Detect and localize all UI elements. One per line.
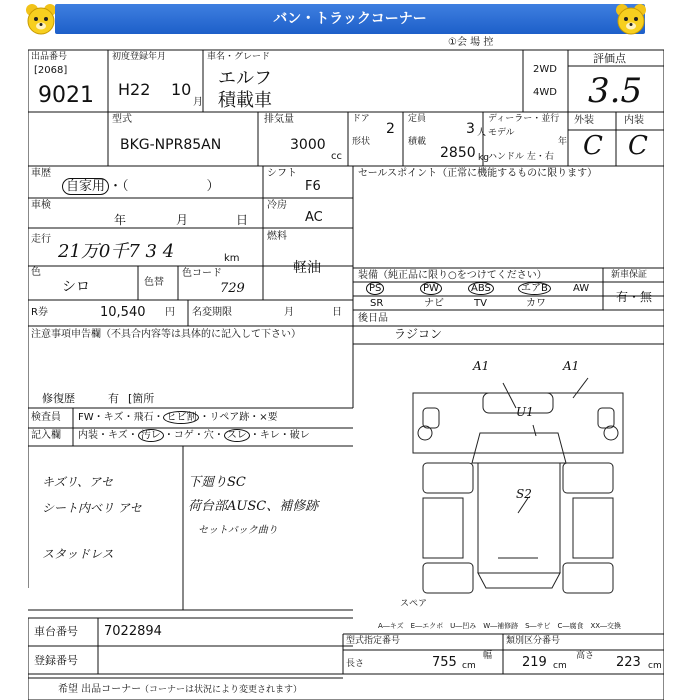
reg-month: 10 bbox=[171, 80, 192, 99]
equip-abs: ABS bbox=[468, 282, 494, 295]
spare-label: スペア bbox=[400, 599, 428, 609]
model-value: BKG-NPR85AN bbox=[120, 137, 222, 153]
shift-label: シフト bbox=[267, 168, 297, 179]
length-value: 755 bbox=[432, 655, 457, 670]
equipment-label: 装備（純正品に限り○をつけてください） bbox=[358, 270, 547, 281]
remark-right-2: 荷台部AUSC、補修跡 bbox=[188, 499, 319, 514]
shift-value: F6 bbox=[305, 179, 321, 194]
inspection-month: 月 bbox=[176, 213, 189, 227]
rtax-unit: 円 bbox=[165, 307, 175, 318]
rtax-label: R券 bbox=[31, 307, 48, 318]
interior-grade: C bbox=[628, 131, 648, 161]
height-value: 223 bbox=[616, 655, 641, 670]
mileage-label: 走行 bbox=[31, 234, 51, 245]
dealer-model-label: モデル bbox=[488, 128, 515, 138]
length-unit: cm bbox=[462, 661, 476, 671]
lot-number: 9021 bbox=[38, 83, 94, 108]
reg-year-label: 初度登録年月 bbox=[112, 52, 167, 62]
color-code: 729 bbox=[220, 281, 245, 296]
insp-chip: 飛石 bbox=[133, 412, 154, 423]
displacement-label: 排気量 bbox=[264, 114, 294, 125]
height-label: 高さ bbox=[576, 651, 595, 661]
mark-u1: U1 bbox=[516, 405, 534, 419]
lot-small: [2068] bbox=[34, 65, 68, 76]
width-unit: cm bbox=[553, 661, 567, 671]
footer-note: （コーナーは状況により変更されます） bbox=[140, 685, 303, 695]
inspection-day: 日 bbox=[236, 213, 249, 227]
name-change-day: 日 bbox=[332, 307, 342, 318]
damage-legend: A―キズ E―エクボ U―凹み W―補修跡 S―サビ C―腐食 XX―交換 bbox=[378, 622, 622, 630]
insp-hole: 穴 bbox=[203, 430, 214, 441]
mileage-value: 21万0千7 3 4 bbox=[58, 241, 175, 262]
name-change-month: 月 bbox=[284, 307, 294, 318]
remark-right-3: セットバック曲り bbox=[198, 525, 278, 536]
displacement-value: 3000 bbox=[290, 137, 326, 153]
load-label: 積載 bbox=[408, 137, 427, 147]
capacity-unit: 人 bbox=[477, 128, 487, 138]
door-value: 2 bbox=[386, 121, 395, 137]
insp-stain: 汚レ bbox=[138, 429, 164, 442]
insp-wear: スレ bbox=[224, 429, 250, 442]
registration-label: 登録番号 bbox=[34, 654, 78, 667]
ac-label: 冷房 bbox=[267, 200, 287, 211]
class-number-label: 類別区分番号 bbox=[506, 636, 561, 646]
inspection-label: 車検 bbox=[31, 200, 51, 211]
mark-a1-right: A1 bbox=[563, 359, 580, 373]
chassis-label: 車台番号 bbox=[34, 625, 78, 638]
rtax-value: 10,540 bbox=[100, 305, 146, 320]
repair-history-value: 有 bbox=[108, 392, 119, 405]
inspector-label-2: 記入欄 bbox=[31, 430, 61, 441]
insp-fw: FW bbox=[78, 412, 94, 423]
spec-number-label: 型式指定番号 bbox=[346, 636, 401, 646]
footer-label: 希望 出品コーナー bbox=[58, 684, 142, 695]
aftermarket-value: ラジコン bbox=[394, 327, 443, 341]
fuel-label: 燃料 bbox=[267, 231, 287, 242]
equip-airbag: エアB bbox=[518, 282, 551, 295]
name-change-label: 名変期限 bbox=[192, 307, 232, 318]
mark-a1-left: A1 bbox=[473, 359, 490, 373]
banner bbox=[0, 0, 700, 40]
aftermarket-label: 後日品 bbox=[358, 313, 388, 324]
inspector-label: 検査員 bbox=[31, 412, 61, 423]
color-label: 色 bbox=[31, 267, 41, 278]
inspector-row-1: FW・キズ・飛石・ ヒビ割 ・リペア跡・×要 bbox=[78, 412, 278, 423]
equip-leather: カワ bbox=[526, 298, 546, 309]
ac-value: AC bbox=[305, 210, 323, 225]
repair-history-where: [箇所 bbox=[128, 392, 155, 405]
color-change-label: 色替 bbox=[144, 277, 164, 288]
insp-scratch: キズ bbox=[103, 412, 124, 423]
width-label: 幅 bbox=[483, 651, 493, 661]
reg-month-unit: 月 bbox=[193, 97, 203, 108]
grade-label: 評価点 bbox=[593, 52, 626, 65]
history-rest: ・（ ） bbox=[109, 179, 220, 194]
insp-interior: 内装 bbox=[78, 430, 98, 441]
grade-value: 3.5 bbox=[588, 71, 643, 111]
bear-mascot-icon bbox=[24, 2, 58, 36]
drive-4wd: 4WD bbox=[533, 87, 557, 98]
bear-mascot-icon bbox=[614, 2, 648, 36]
remark-left-1: キズリ、アセ bbox=[42, 475, 114, 489]
history-value: 自家用 bbox=[62, 178, 109, 195]
equip-aw: AW bbox=[573, 283, 590, 294]
height-unit: cm bbox=[648, 661, 662, 671]
new-car-warranty-value: 有・無 bbox=[616, 290, 653, 304]
color-code-label: 色コード bbox=[182, 268, 222, 279]
lot-label: 出品番号 bbox=[31, 52, 68, 62]
dealer-label: ディーラー・並行 bbox=[488, 114, 560, 124]
auction-sheet bbox=[28, 38, 664, 700]
interior-label: 内装 bbox=[624, 115, 644, 126]
mark-s2: S2 bbox=[516, 487, 532, 501]
insp-crack: ヒビ割 bbox=[163, 411, 199, 424]
equip-tv: TV bbox=[474, 298, 487, 309]
remark-left-2: シート内ベリ アセ bbox=[42, 501, 142, 515]
insp-burn: コゲ bbox=[173, 430, 194, 441]
handle-label: ハンドル 左・右 bbox=[488, 152, 554, 162]
car-grade: 積載車 bbox=[218, 90, 272, 111]
equip-ps: PS bbox=[366, 282, 384, 295]
insp-rip: 破レ bbox=[289, 430, 310, 441]
remark-right-1: 下廻りSC bbox=[188, 475, 246, 490]
drive-2wd: 2WD bbox=[533, 64, 557, 75]
exterior-grade: C bbox=[583, 131, 603, 161]
mileage-unit: km bbox=[224, 253, 240, 264]
car-name-label: 車名・グレード bbox=[207, 52, 271, 62]
insp-tear: キレ bbox=[259, 430, 280, 441]
car-name: エルフ bbox=[218, 68, 272, 89]
reg-era-year: H22 bbox=[118, 80, 151, 99]
exterior-label: 外装 bbox=[574, 115, 594, 126]
banner-title: バン・トラックコーナー bbox=[273, 11, 427, 27]
insp-repair: リペア跡 bbox=[209, 412, 250, 423]
inspector-row-2: 内装・キズ・ 汚レ ・コゲ・穴・ スレ ・キレ・破レ bbox=[78, 430, 310, 441]
remark-left-3: スタッドレス bbox=[42, 547, 114, 561]
color-value: シロ bbox=[62, 279, 90, 295]
load-unit: kg bbox=[478, 153, 489, 163]
model-label: 型式 bbox=[112, 114, 132, 125]
dealer-year-label: 年 bbox=[558, 137, 568, 147]
inspection-year: 年 bbox=[114, 213, 127, 227]
new-car-warranty-label: 新車保証 bbox=[611, 270, 648, 280]
capacity-label: 定員 bbox=[408, 114, 427, 124]
equip-navi: ナビ bbox=[424, 298, 444, 309]
shape-label: 形状 bbox=[352, 137, 371, 147]
insp-need: ×要 bbox=[259, 412, 278, 423]
equip-sr: SR bbox=[370, 298, 384, 309]
door-label: ドア bbox=[352, 114, 370, 124]
notes-label: 注意事項申告欄（不具合内容等は具体的に記入して下さい） bbox=[31, 329, 301, 340]
banner-title-bar bbox=[55, 4, 645, 34]
equip-pw: PW bbox=[420, 282, 442, 295]
chassis-number: 7022894 bbox=[104, 624, 162, 639]
load-value: 2850 bbox=[440, 145, 476, 161]
capacity-value: 3 bbox=[466, 121, 475, 137]
copy-label: ①会 場 控 bbox=[448, 37, 494, 48]
sales-point-label: セールスポイント（正常に機能するものに限ります） bbox=[358, 168, 598, 179]
displacement-unit: cc bbox=[331, 151, 342, 162]
insp-int-scratch: キズ bbox=[108, 430, 128, 441]
history-label: 車歴 bbox=[31, 168, 51, 179]
repair-history-label: 修復歴 bbox=[42, 392, 75, 405]
length-label: 長さ bbox=[346, 659, 365, 669]
width-value: 219 bbox=[522, 655, 547, 670]
fuel-value: 軽油 bbox=[293, 260, 321, 276]
